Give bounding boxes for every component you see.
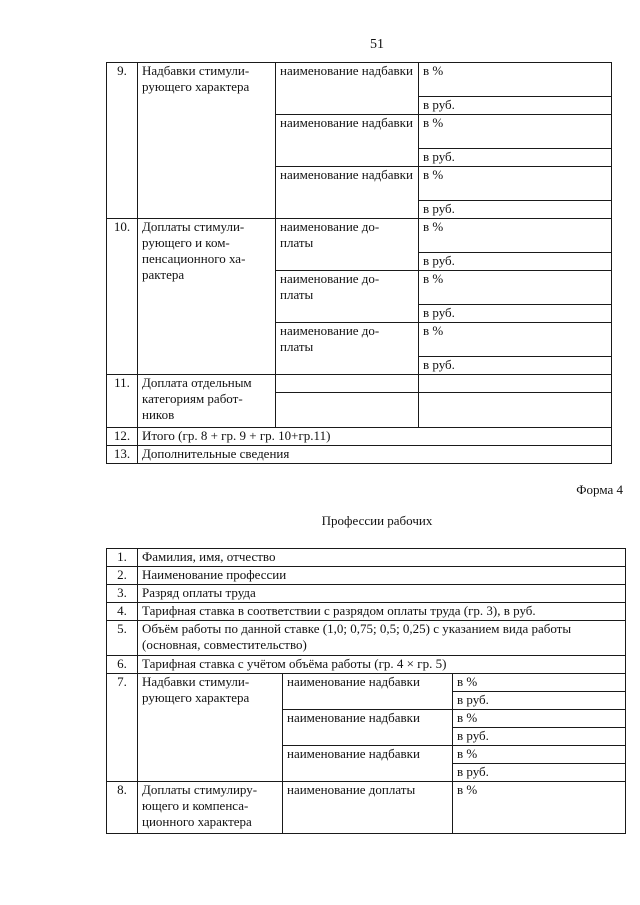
table-row (107, 567, 626, 585)
percent-cell: в % (453, 710, 626, 728)
surcharge-name-line2: платы (280, 235, 314, 250)
row-number: 12. (107, 428, 138, 446)
table-row (107, 375, 612, 393)
row-label: Доплата отдельным категориям работ-ников (138, 375, 276, 428)
row-number: 10. (107, 219, 138, 375)
row-number: 2. (107, 567, 138, 585)
percent-cell: в % (453, 782, 626, 834)
rubles-cell: в руб. (453, 692, 626, 710)
table-additional-payments (106, 62, 612, 464)
rubles-cell: в руб. (419, 97, 612, 115)
rubles-cell: в руб. (453, 764, 626, 782)
surcharge-name: наименование доплаты (283, 782, 453, 834)
rubles-cell: в руб. (419, 149, 612, 167)
allowance-name: наименование надбавки (283, 746, 453, 782)
row-label: Объём работы по данной ставке (1,0; 0,75; 0,5; 0,25) с указанием вида работы (основная, совместительство) (138, 621, 626, 656)
row-number: 3. (107, 585, 138, 603)
allowance-name: наименование надбавки (276, 115, 419, 167)
form-label: Форма 4 (576, 482, 623, 497)
row-number: 8. (107, 782, 138, 834)
percent-cell: в % (453, 746, 626, 764)
table-row (107, 656, 626, 674)
table-row (107, 621, 626, 656)
percent-cell: в % (419, 271, 612, 305)
surcharge-name-line1: наименование до- (280, 219, 380, 234)
rubles-cell: в руб. (419, 253, 612, 271)
table-row (107, 585, 626, 603)
allowance-name: наименование надбавки (283, 674, 453, 710)
row-number: 1. (107, 549, 138, 567)
percent-cell: в % (419, 115, 612, 149)
row-label: Надбавки стимули-рующего характера (138, 63, 276, 219)
empty-cell (419, 375, 612, 393)
row-number: 11. (107, 375, 138, 428)
empty-cell (276, 375, 419, 393)
empty-cell (276, 393, 419, 428)
row-number: 6. (107, 656, 138, 674)
allowance-name: наименование надбавки (276, 63, 419, 115)
row-number: 5. (107, 621, 138, 656)
row-label: Надбавки стимули-рующего характера (138, 674, 283, 782)
surcharge-name (276, 271, 419, 323)
table-row (107, 674, 626, 692)
surcharge-name-line2: платы (280, 339, 314, 354)
percent-cell: в % (419, 167, 612, 201)
row-label: Разряд оплаты труда (138, 585, 626, 603)
row-label: Фамилия, имя, отчество (138, 549, 626, 567)
allowance-name: наименование надбавки (276, 167, 419, 219)
surcharge-name-line2: платы (280, 287, 314, 302)
surcharge-name-line1: наименование до- (280, 271, 380, 286)
row-label: Тарифная ставка с учётом объёма работы (гр. 4 × гр. 5) (138, 656, 626, 674)
table-row (107, 782, 626, 834)
table-worker-professions (106, 548, 626, 834)
table-row (107, 63, 612, 97)
surcharge-name-line1: наименование до- (280, 323, 380, 338)
table-row (107, 428, 612, 446)
percent-cell: в % (419, 63, 612, 97)
table-row (107, 219, 612, 253)
rubles-cell: в руб. (419, 201, 612, 219)
row-label: Итого (гр. 8 + гр. 9 + гр. 10+гр.11) (138, 428, 612, 446)
table-row (107, 603, 626, 621)
rubles-cell: в руб. (453, 728, 626, 746)
row-number: 4. (107, 603, 138, 621)
empty-cell (419, 393, 612, 428)
section-title: Профессии рабочих (321, 513, 433, 528)
page-number: 51 (370, 37, 384, 52)
row-label: Доплаты стимули-рующего и ком-пенсационного ха-рактера (138, 219, 276, 375)
allowance-name: наименование надбавки (283, 710, 453, 746)
rubles-cell: в руб. (419, 305, 612, 323)
row-label: Дополнительные сведения (138, 446, 612, 464)
surcharge-name (276, 323, 419, 375)
percent-cell: в % (453, 674, 626, 692)
table-row (107, 446, 612, 464)
surcharge-name (276, 219, 419, 271)
table-row (107, 549, 626, 567)
percent-cell: в % (419, 323, 612, 357)
rubles-cell: в руб. (419, 357, 612, 375)
row-number: 13. (107, 446, 138, 464)
row-number: 9. (107, 63, 138, 219)
row-label: Наименование профессии (138, 567, 626, 585)
row-label: Тарифная ставка в соответствии с разрядом оплаты труда (гр. 3), в руб. (138, 603, 626, 621)
row-label: Доплаты стимулиру-ющего и компенса-ционного характера (138, 782, 283, 834)
percent-cell: в % (419, 219, 612, 253)
row-number: 7. (107, 674, 138, 782)
